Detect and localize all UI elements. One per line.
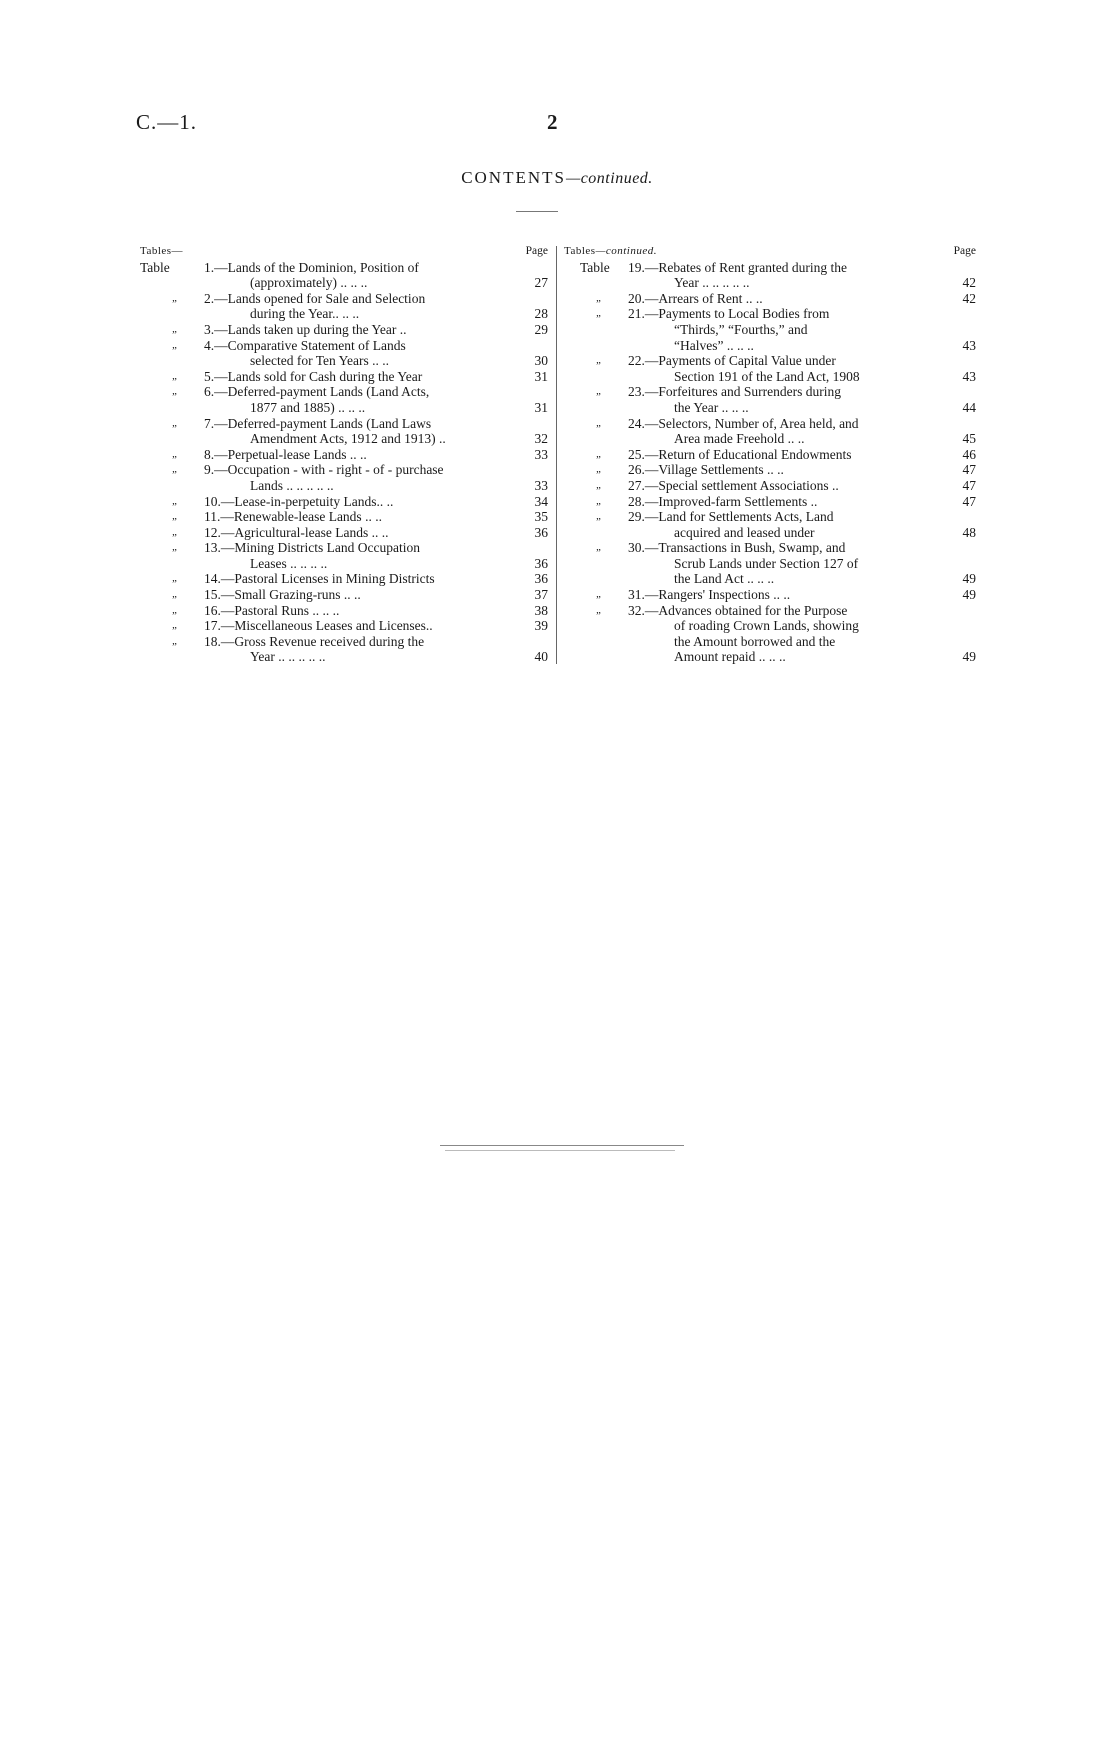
entry-line [564, 525, 976, 541]
contents-entry [564, 478, 976, 494]
entry-title: Area made Freehold .. .. [674, 431, 805, 447]
entry-line [564, 509, 976, 525]
entry-line [564, 306, 976, 322]
table-label: Table [580, 259, 610, 275]
entry-title: Section 191 of the Land Act, 1908 [674, 368, 860, 384]
contents-entry [564, 260, 976, 291]
entry-title: Scrub Lands under Section 127 of [674, 555, 859, 571]
contents-entry [564, 509, 976, 540]
entry-line [140, 400, 548, 416]
entry-line [564, 353, 976, 369]
entry-title: 28.—Improved-farm Settlements .. [628, 493, 818, 509]
entry-title: during the Year.. .. .. [250, 306, 360, 322]
entry-page-number: 28 [534, 306, 548, 322]
entry-title: 30.—Transactions in Bush, Swamp, and [628, 540, 846, 556]
entry-title: 9.—Occupation - with - right - of - purchase [204, 462, 444, 478]
heading-rule [516, 211, 558, 212]
entry-line [564, 540, 976, 556]
entry-title: 20.—Arrears of Rent .. .. [628, 290, 763, 306]
entry-title: 22.—Payments of Capital Value under [628, 353, 836, 369]
entry-line [140, 494, 548, 510]
ditto-mark: „ [172, 416, 179, 429]
entry-title: Amount repaid .. .. .. [674, 649, 786, 665]
contents-entry [564, 494, 976, 510]
entry-title: “Thirds,” “Fourths,” and [674, 321, 808, 337]
entry-page-number: 27 [534, 275, 548, 291]
entry-title: Year .. .. .. .. .. [250, 649, 326, 665]
contents-entry [140, 587, 548, 603]
entry-title: the Land Act .. .. .. [674, 571, 775, 587]
contents-suffix: —continued. [565, 170, 653, 187]
entry-line [140, 634, 548, 650]
entry-title: 8.—Perpetual-lease Lands .. .. [204, 446, 367, 462]
contents-column-right [564, 244, 976, 665]
section-label [564, 244, 657, 260]
entry-title: acquired and leased under [674, 524, 815, 540]
entry-page-number: 29 [534, 321, 548, 337]
entry-page-number: 47 [962, 493, 976, 509]
contents-entry [140, 618, 548, 634]
entry-line [564, 384, 976, 400]
ditto-mark: „ [172, 603, 179, 616]
contents-entry [140, 416, 548, 447]
contents-entry [140, 338, 548, 369]
ditto-mark: „ [172, 463, 179, 476]
contents-entry [140, 494, 548, 510]
entry-page-number: 39 [534, 618, 548, 634]
entry-line [140, 618, 548, 634]
entry-line [564, 400, 976, 416]
entry-title: 27.—Special settlement Associations .. [628, 477, 839, 493]
entry-title: Amendment Acts, 1912 and 1913) .. [250, 431, 446, 447]
entry-line [564, 322, 976, 338]
entry-page-number: 43 [962, 368, 976, 384]
entry-line [564, 603, 976, 619]
ditto-mark: „ [596, 385, 603, 398]
contents-title: CONTENTS [461, 168, 566, 187]
ditto-mark: „ [596, 541, 603, 554]
contents-entry [140, 462, 548, 493]
entry-title: 4.—Comparative Statement of Lands [204, 337, 406, 353]
page-number: 2 [547, 110, 558, 134]
closing-rule-secondary [445, 1150, 675, 1151]
entry-line [140, 447, 548, 463]
ditto-mark: „ [172, 588, 179, 601]
page-column-label: Page [953, 245, 976, 257]
contents-entry [564, 462, 976, 478]
entry-line [140, 291, 548, 307]
right-entry-list [564, 260, 976, 665]
ditto-mark: „ [596, 416, 603, 429]
entry-title: the Amount borrowed and the [674, 633, 836, 649]
ditto-mark: „ [596, 510, 603, 523]
ditto-mark: „ [596, 307, 603, 320]
entry-line [140, 649, 548, 665]
contents-entry [564, 587, 976, 603]
entry-title: 1877 and 1885) .. .. .. [250, 399, 366, 415]
entry-page-number: 43 [962, 337, 976, 353]
entry-title: 15.—Small Grazing-runs .. .. [204, 587, 361, 603]
entry-line [140, 478, 548, 494]
entry-page-number: 48 [962, 524, 976, 540]
table-label: Table [140, 259, 170, 275]
entry-line [564, 556, 976, 572]
entry-title: 10.—Lease-in-perpetuity Lands.. .. [204, 493, 394, 509]
ditto-mark: „ [172, 510, 179, 523]
entry-line [140, 338, 548, 354]
contents-entry [140, 447, 548, 463]
entry-title: Year .. .. .. .. .. [674, 275, 750, 291]
ditto-mark: „ [172, 369, 179, 382]
contents-heading [0, 168, 1114, 188]
entry-title: “Halves” .. .. .. [674, 337, 754, 353]
contents-entry [140, 634, 548, 665]
entry-title: 17.—Miscellaneous Leases and Licenses.. [204, 618, 433, 634]
entry-line [140, 556, 548, 572]
entry-title: 16.—Pastoral Runs .. .. .. [204, 602, 340, 618]
entry-line [564, 462, 976, 478]
contents-entry [564, 306, 976, 353]
contents-entry [140, 260, 548, 291]
contents-entry [140, 369, 548, 385]
entry-line [564, 649, 976, 665]
contents-entry [564, 291, 976, 307]
entry-page-number: 40 [534, 649, 548, 665]
entry-title: 26.—Village Settlements .. .. [628, 462, 784, 478]
entry-page-number: 49 [962, 587, 976, 603]
entry-title: 13.—Mining Districts Land Occupation [204, 540, 420, 556]
entry-title: 24.—Selectors, Number of, Area held, and [628, 415, 859, 431]
contents-entry [140, 322, 548, 338]
document-reference: C.—1. [136, 110, 198, 134]
entry-line [140, 353, 548, 369]
entry-line [564, 634, 976, 650]
ditto-mark: „ [172, 525, 179, 538]
entry-title: 1.—Lands of the Dominion, Position of [204, 259, 419, 275]
entry-page-number: 32 [534, 431, 548, 447]
entry-title: 3.—Lands taken up during the Year .. [204, 321, 407, 337]
contents-entry [564, 384, 976, 415]
entry-line [140, 306, 548, 322]
entry-page-number: 37 [534, 587, 548, 603]
entry-page-number: 36 [534, 555, 548, 571]
entry-page-number: 46 [962, 446, 976, 462]
entry-page-number: 34 [534, 493, 548, 509]
contents-entry [564, 353, 976, 384]
entry-page-number: 31 [534, 399, 548, 415]
contents-entry [564, 447, 976, 463]
section-label-suffix: —continued. [595, 245, 657, 257]
entry-title: 25.—Return of Educational Endowments [628, 446, 852, 462]
entry-page-number: 49 [962, 571, 976, 587]
entry-page-number: 49 [962, 649, 976, 665]
entry-title: 23.—Forfeitures and Surrenders during [628, 384, 841, 400]
entry-line [564, 447, 976, 463]
contents-entry [140, 291, 548, 322]
entry-line [564, 260, 976, 276]
entry-line [564, 275, 976, 291]
entry-title: 12.—Agricultural-lease Lands .. .. [204, 524, 389, 540]
ditto-mark: „ [172, 385, 179, 398]
left-entry-list [140, 260, 548, 665]
entry-title: 5.—Lands sold for Cash during the Year [204, 368, 423, 384]
entry-title: 29.—Land for Settlements Acts, Land [628, 509, 834, 525]
entry-line [140, 416, 548, 432]
ditto-mark: „ [596, 463, 603, 476]
entry-line [140, 369, 548, 385]
entry-line [140, 260, 548, 276]
entry-line [564, 431, 976, 447]
entry-page-number: 47 [962, 462, 976, 478]
entry-line [140, 603, 548, 619]
ditto-mark: „ [172, 322, 179, 335]
ditto-mark: „ [172, 541, 179, 554]
entry-page-number: 33 [534, 446, 548, 462]
entry-title: 18.—Gross Revenue received during the [204, 633, 425, 649]
left-column-header [140, 244, 548, 260]
entry-title: 6.—Deferred-payment Lands (Land Acts, [204, 384, 430, 400]
entry-title: of roading Crown Lands, showing [674, 618, 859, 634]
entry-line [140, 275, 548, 291]
entry-title: the Year .. .. .. [674, 399, 749, 415]
entry-title: (approximately) .. .. .. [250, 275, 368, 291]
entry-title: Leases .. .. .. .. [250, 555, 328, 571]
entry-title: 2.—Lands opened for Sale and Selection [204, 290, 426, 306]
ditto-mark: „ [596, 291, 603, 304]
entry-line [564, 416, 976, 432]
entry-line [140, 431, 548, 447]
contents-column-left [140, 244, 548, 665]
contents-entry [140, 540, 548, 571]
entry-line [564, 338, 976, 354]
ditto-mark: „ [596, 494, 603, 507]
ditto-mark: „ [596, 478, 603, 491]
entry-title: 11.—Renewable-lease Lands .. .. [204, 509, 382, 525]
entry-line [564, 291, 976, 307]
contents-entry [564, 540, 976, 587]
entry-page-number: 42 [962, 275, 976, 291]
contents-entry [140, 525, 548, 541]
entry-page-number: 35 [534, 509, 548, 525]
ditto-mark: „ [172, 291, 179, 304]
entry-line [140, 509, 548, 525]
ditto-mark: „ [596, 588, 603, 601]
section-label-text: Tables [564, 245, 596, 257]
entry-page-number: 36 [534, 524, 548, 540]
ditto-mark: „ [172, 338, 179, 351]
ditto-mark: „ [172, 447, 179, 460]
entry-title: 32.—Advances obtained for the Purpose [628, 602, 848, 618]
entry-line [564, 571, 976, 587]
entry-line [564, 369, 976, 385]
entry-page-number: 42 [962, 290, 976, 306]
contents-entry [140, 384, 548, 415]
entry-page-number: 36 [534, 571, 548, 587]
contents-entry [564, 416, 976, 447]
contents-entry [140, 603, 548, 619]
entry-page-number: 45 [962, 431, 976, 447]
entry-line [564, 494, 976, 510]
ditto-mark: „ [596, 447, 603, 460]
contents-entry [140, 571, 548, 587]
entry-page-number: 44 [962, 399, 976, 415]
entry-line [140, 540, 548, 556]
right-column-header [564, 244, 976, 260]
entry-line [564, 618, 976, 634]
entry-title: 7.—Deferred-payment Lands (Land Laws [204, 415, 432, 431]
ditto-mark: „ [172, 572, 179, 585]
ditto-mark: „ [172, 494, 179, 507]
contents-entry [564, 603, 976, 665]
entry-line [564, 478, 976, 494]
entry-page-number: 47 [962, 477, 976, 493]
entry-page-number: 33 [534, 477, 548, 493]
entry-line [140, 384, 548, 400]
contents-entry [140, 509, 548, 525]
section-label: Tables— [140, 245, 184, 257]
entry-line [140, 587, 548, 603]
entry-line [140, 571, 548, 587]
entry-title: Lands .. .. .. .. .. [250, 477, 334, 493]
closing-rule [440, 1145, 684, 1146]
entry-line [564, 587, 976, 603]
entry-title: 14.—Pastoral Licenses in Mining Districts [204, 571, 435, 587]
entry-line [140, 322, 548, 338]
ditto-mark: „ [596, 603, 603, 616]
entry-title: 21.—Payments to Local Bodies from [628, 306, 830, 322]
entry-page-number: 31 [534, 368, 548, 384]
entry-page-number: 30 [534, 353, 548, 369]
entry-title: 31.—Rangers' Inspections .. .. [628, 587, 791, 603]
entry-title: 19.—Rebates of Rent granted during the [628, 259, 847, 275]
column-divider [556, 246, 557, 664]
ditto-mark: „ [596, 354, 603, 367]
entry-line [140, 462, 548, 478]
page-column-label: Page [525, 245, 548, 257]
ditto-mark: „ [172, 619, 179, 632]
ditto-mark: „ [172, 634, 179, 647]
entry-page-number: 38 [534, 602, 548, 618]
entry-title: selected for Ten Years .. .. [250, 353, 390, 369]
entry-line [140, 525, 548, 541]
